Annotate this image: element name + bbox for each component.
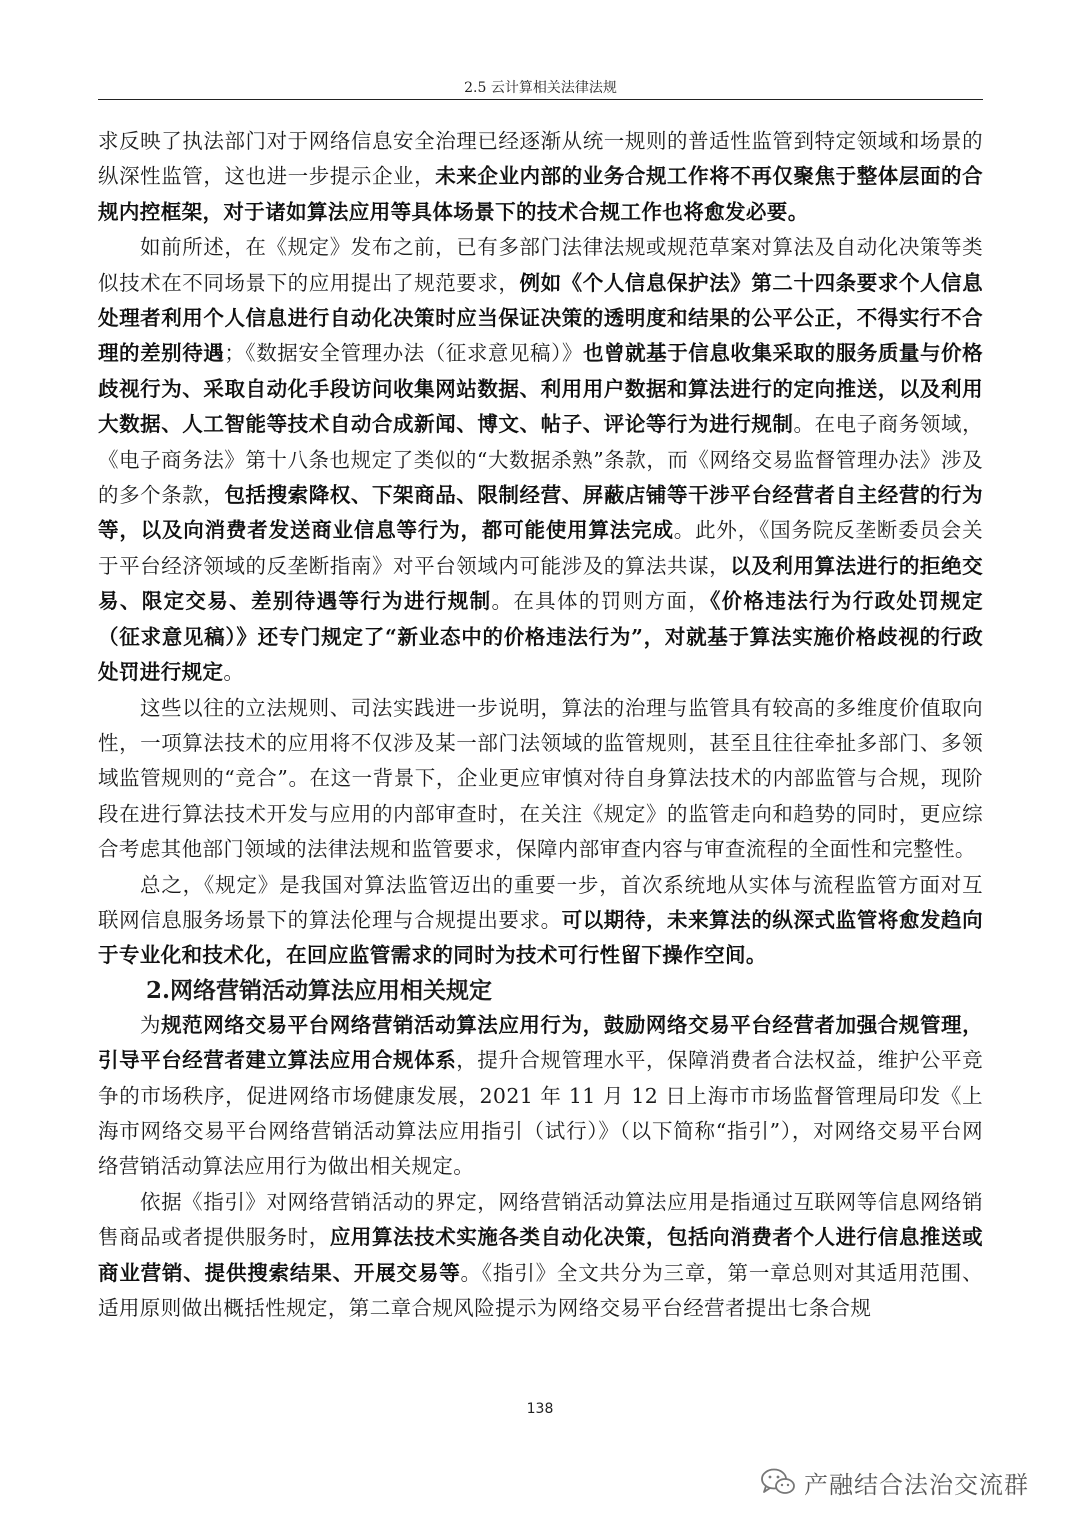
text-run: 。在电子商务领域，《电子商务法》第十八条也规定了类似的“大数据杀熟”条款，而《网络交易监督管理办法》涉及的多个条款， bbox=[98, 412, 983, 508]
text-run: 。 bbox=[223, 660, 245, 685]
text-run: 为 bbox=[140, 1012, 162, 1037]
wechat-icon bbox=[760, 1467, 796, 1497]
text-run: 。在具体的罚则方面， bbox=[491, 589, 711, 614]
page-body bbox=[98, 124, 983, 1326]
paragraph bbox=[98, 691, 983, 868]
paragraph bbox=[98, 124, 983, 230]
bold-text-run: 例如《个人信息保护法》第二十四条要求个人信息处理者利用个人信息进行自动化决策时应当保证决策的透明度和结果的公平公正，不得实行不合理的差别待遇 bbox=[98, 270, 983, 366]
bold-text-run: 规范网络交易平台网络营销活动算法应用行为，鼓励网络交易平台经营者加强合规管理，引导平台经营者建立算法应用合规体系 bbox=[98, 1012, 983, 1073]
watermark-text: 产融结合法治交流群 bbox=[804, 1470, 1029, 1499]
text-run: 总之，《规定》是我国对算法监管迈出的重要一步，首次系统地从实体与流程监管方面对互联网信息服务场景下的算法伦理与合规提出要求。 bbox=[98, 872, 983, 932]
bold-text-run: 以及利用算法进行的拒绝交易、限定交易、差别待遇等行为进行规制 bbox=[98, 553, 983, 614]
paragraph bbox=[98, 1008, 983, 1185]
text-run: ，提升合规管理水平，保障消费者合法权益，维护公平竞争的市场秩序，促进网络市场健康发展，2021 年 11 月 12 日上海市市场监督管理局印发《上海市网络交易平台网络营销活动算法应用指引（试行）》（以下简称“指引”），对网络交易平台网络营销活动算法应用行为做出相关规定。 bbox=[98, 1048, 983, 1179]
paragraph bbox=[98, 1185, 983, 1327]
paragraph bbox=[98, 230, 983, 690]
paragraph-group bbox=[98, 1008, 983, 1327]
text-run: 依据《指引》对网络营销活动的界定，网络营销活动算法应用是指通过互联网等信息网络销售商品或者提供服务时， bbox=[98, 1189, 983, 1250]
running-header: 2.5 云计算相关法律法规 bbox=[464, 80, 617, 96]
text-run: ；《数据安全管理办法（征求意见稿）》 bbox=[224, 341, 583, 366]
text-run: 。《指引》全文共分为三章，第一章总则对其适用范围、适用原则做出概括性规定，第二章合规风险提示为网络交易平台经营者提出七条合规 bbox=[98, 1260, 983, 1320]
bold-text-run: 《价格违法行为行政处罚规定（征求意见稿）》还专门规定了“新业态中的价格违法行为”，对就基于算法实施价格歧视的行政处罚进行规定 bbox=[98, 589, 984, 685]
bold-text-run: 也曾就基于信息收集采取的服务质量与价格歧视行为、采取自动化手段访问收集网站数据、利用用户数据和算法进行的定向推送，以及利用大数据、人工智能等技术自动合成新闻、博文、帖子、评论等行为进行规制 bbox=[98, 341, 983, 437]
bold-text-run: 应用算法技术实施各类自动化决策，包括向消费者个人进行信息推送或商业营销、提供搜索结果、开展交易等 bbox=[98, 1225, 983, 1285]
section-heading: 2.网络营销活动算法应用相关规定 bbox=[146, 976, 493, 1004]
paragraph bbox=[98, 868, 983, 974]
text-run: 。此外，《国务院反垄断委员会关于平台经济领域的反垄断指南》对平台领域内可能涉及的算法共谋， bbox=[98, 518, 983, 578]
watermark bbox=[760, 1462, 1029, 1502]
page-number: 138 bbox=[526, 1401, 554, 1417]
bold-text-run: 可以期待，未来算法的纵深式监管将愈发趋向于专业化和技术化，在回应监管需求的同时为技术可行性留下操作空间。 bbox=[98, 907, 983, 968]
text-run: 求反映了执法部门对于网络信息安全治理已经逐渐从统一规则的普适性监管到特定领域和场景的纵深性监管，这也进一步提示企业， bbox=[98, 129, 983, 189]
bold-text-run: 包括搜索降权、下架商品、限制经营、屏蔽店铺等干涉平台经营者自主经营的行为等，以及向消费者发送商业信息等行为，都可能使用算法完成 bbox=[98, 483, 983, 543]
header-rule bbox=[98, 99, 983, 100]
paragraph-group bbox=[98, 124, 983, 974]
text-run: 如前所述，在《规定》发布之前，已有多部门法律法规或规范草案对算法及自动化决策等类似技术在不同场景下的应用提出了规范要求， bbox=[98, 235, 983, 295]
bold-text-run: 未来企业内部的业务合规工作将不再仅聚焦于整体层面的合规内控框架，对于诸如算法应用等具体场景下的技术合规工作也将愈发必要。 bbox=[98, 164, 983, 224]
text-run: 这些以往的立法规则、司法实践进一步说明，算法的治理与监管具有较高的多维度价值取向性，一项算法技术的应用将不仅涉及某一部门法领域的监管规则，甚至且往往牵扯多部门、多领域监管规则的“竞合”。在这一背景下，企业更应审慎对待自身算法技术的内部监管与合规，现阶段在进行算法技术开发与应用的内部审查时，在关注《规定》的监管走向和趋势的同时，更应综合考虑其他部门领域的法律法规和监管要求，保障内部审查内容与审查流程的全面性和完整性。 bbox=[98, 695, 983, 862]
